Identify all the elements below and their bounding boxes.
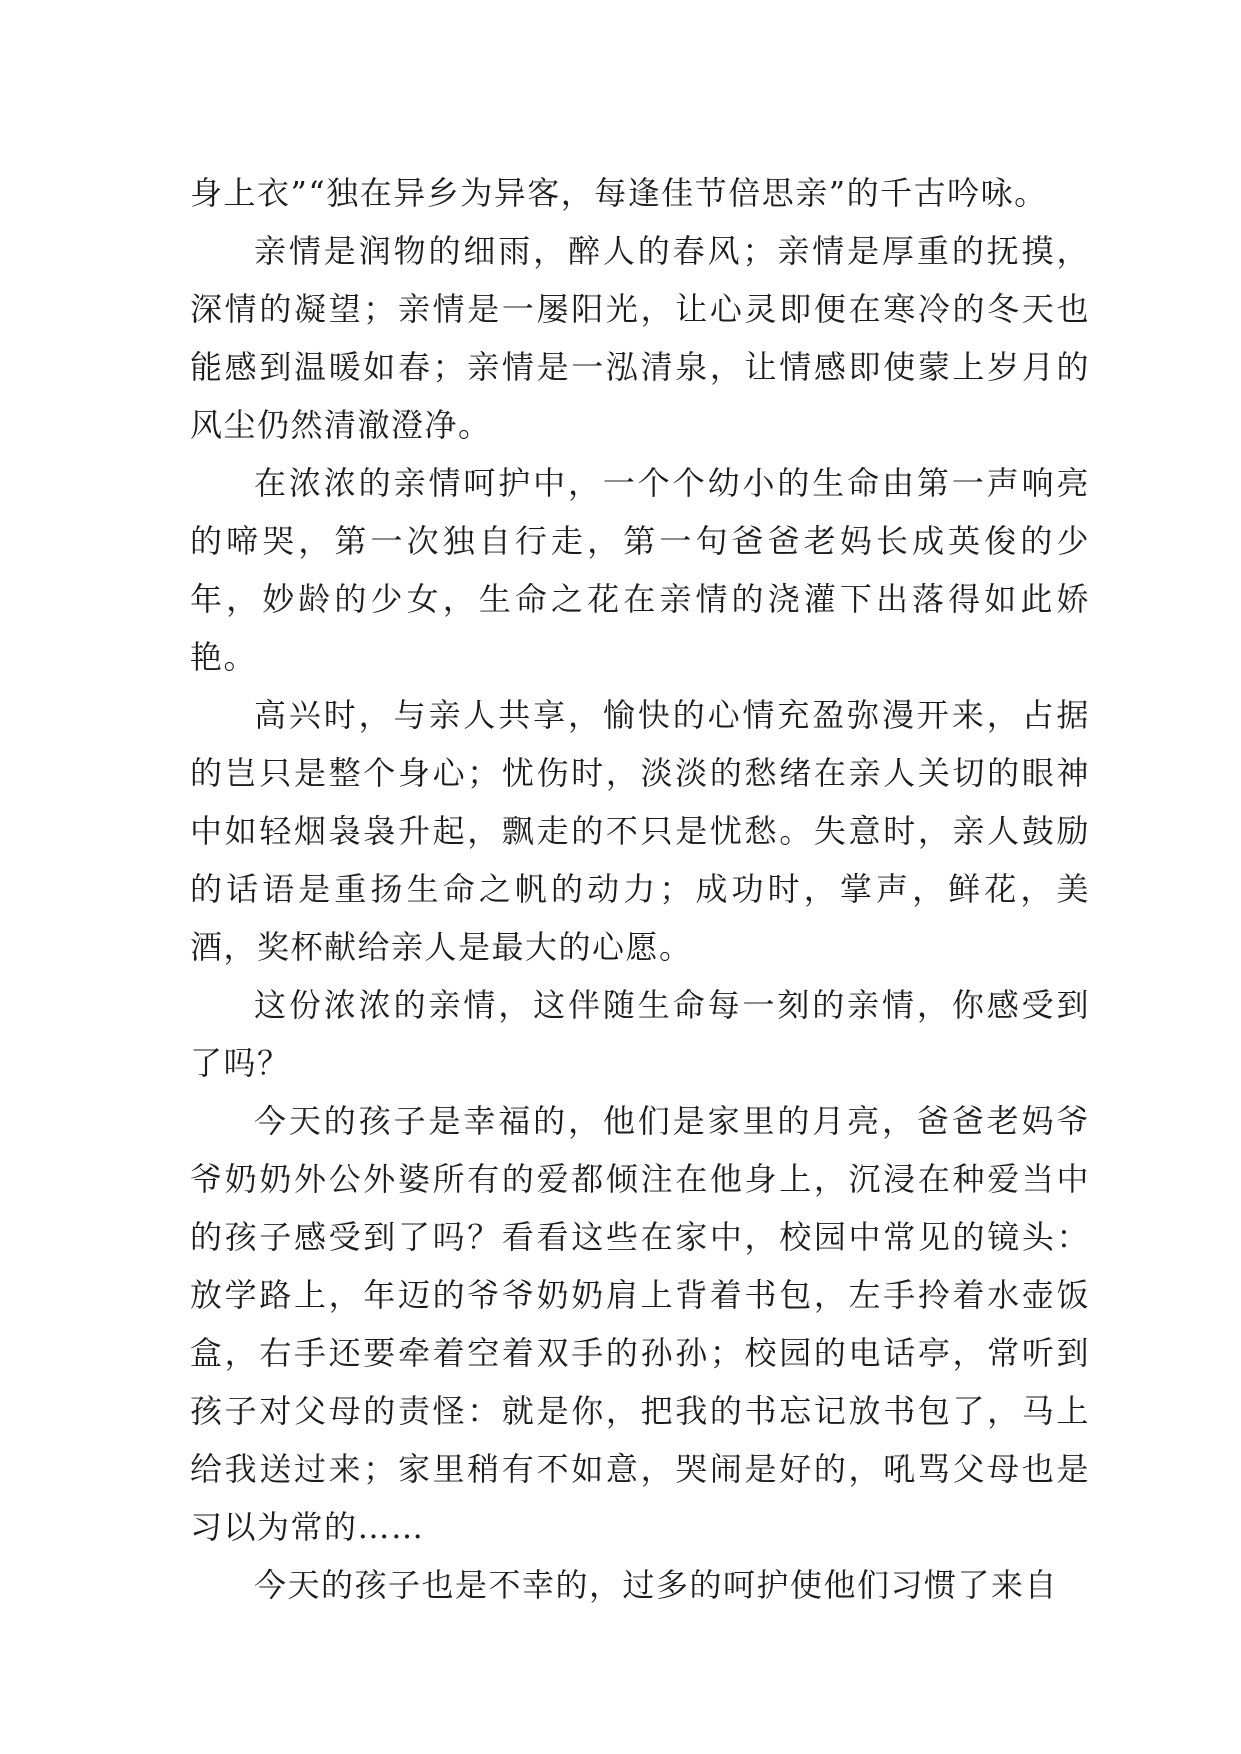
paragraph: 亲情是润物的细雨，醉人的春风；亲情是厚重的抚摸，深情的凝望；亲情是一屡阳光，让心灵即便在寒冷的冬天也能感到温暖如春；亲情是一泓清泉，让情感即使蒙上岁月的风尘仍然清澈澄净。	[190, 232, 1090, 444]
paragraph: 今天的孩子是幸福的，他们是家里的月亮，爸爸老妈爷爷奶奶外公外婆所有的爱都倾注在他身上，沉浸在种爱当中的孩子感受到了吗？看看这些在家中，校园中常见的镜头：放学路上，年迈的爷爷奶奶肩上背着书包，左手拎着水壶饭盒，右手还要牵着空着双手的孙孙；校园的电话亭，常听到孩子对父母的责怪：就是你，把我的书忘记放书包了，马上给我送过来；家里稍有不如意，哭闹是好的，吼骂父母也是习以为常的……	[190, 1102, 1090, 1546]
body-text	[190, 164, 1090, 1614]
paragraph: 今天的孩子也是不幸的，过多的呵护使他们习惯了来自	[254, 1566, 1059, 1604]
paragraph: 在浓浓的亲情呵护中，一个个幼小的生命由第一声响亮的啼哭，第一次独自行走，第一句爸爸老妈长成英俊的少年，妙龄的少女，生命之花在亲情的浇灌下出落得如此娇艳。	[190, 464, 1090, 676]
paragraph: 高兴时，与亲人共享，愉快的心情充盈弥漫开来，占据的岂只是整个身心；忧伤时，淡淡的愁绪在亲人关切的眼神中如轻烟袅袅升起，飘走的不只是忧愁。失意时，亲人鼓励的话语是重扬生命之帆的动力；成功时，掌声，鲜花，美酒，奖杯献给亲人是最大的心愿。	[190, 696, 1090, 966]
paragraph: 身上衣”“独在异乡为异客，每逢佳节倍思亲”的千古吟咏。	[190, 174, 1048, 212]
paragraph: 这份浓浓的亲情，这伴随生命每一刻的亲情，你感受到了吗？	[190, 986, 1090, 1082]
